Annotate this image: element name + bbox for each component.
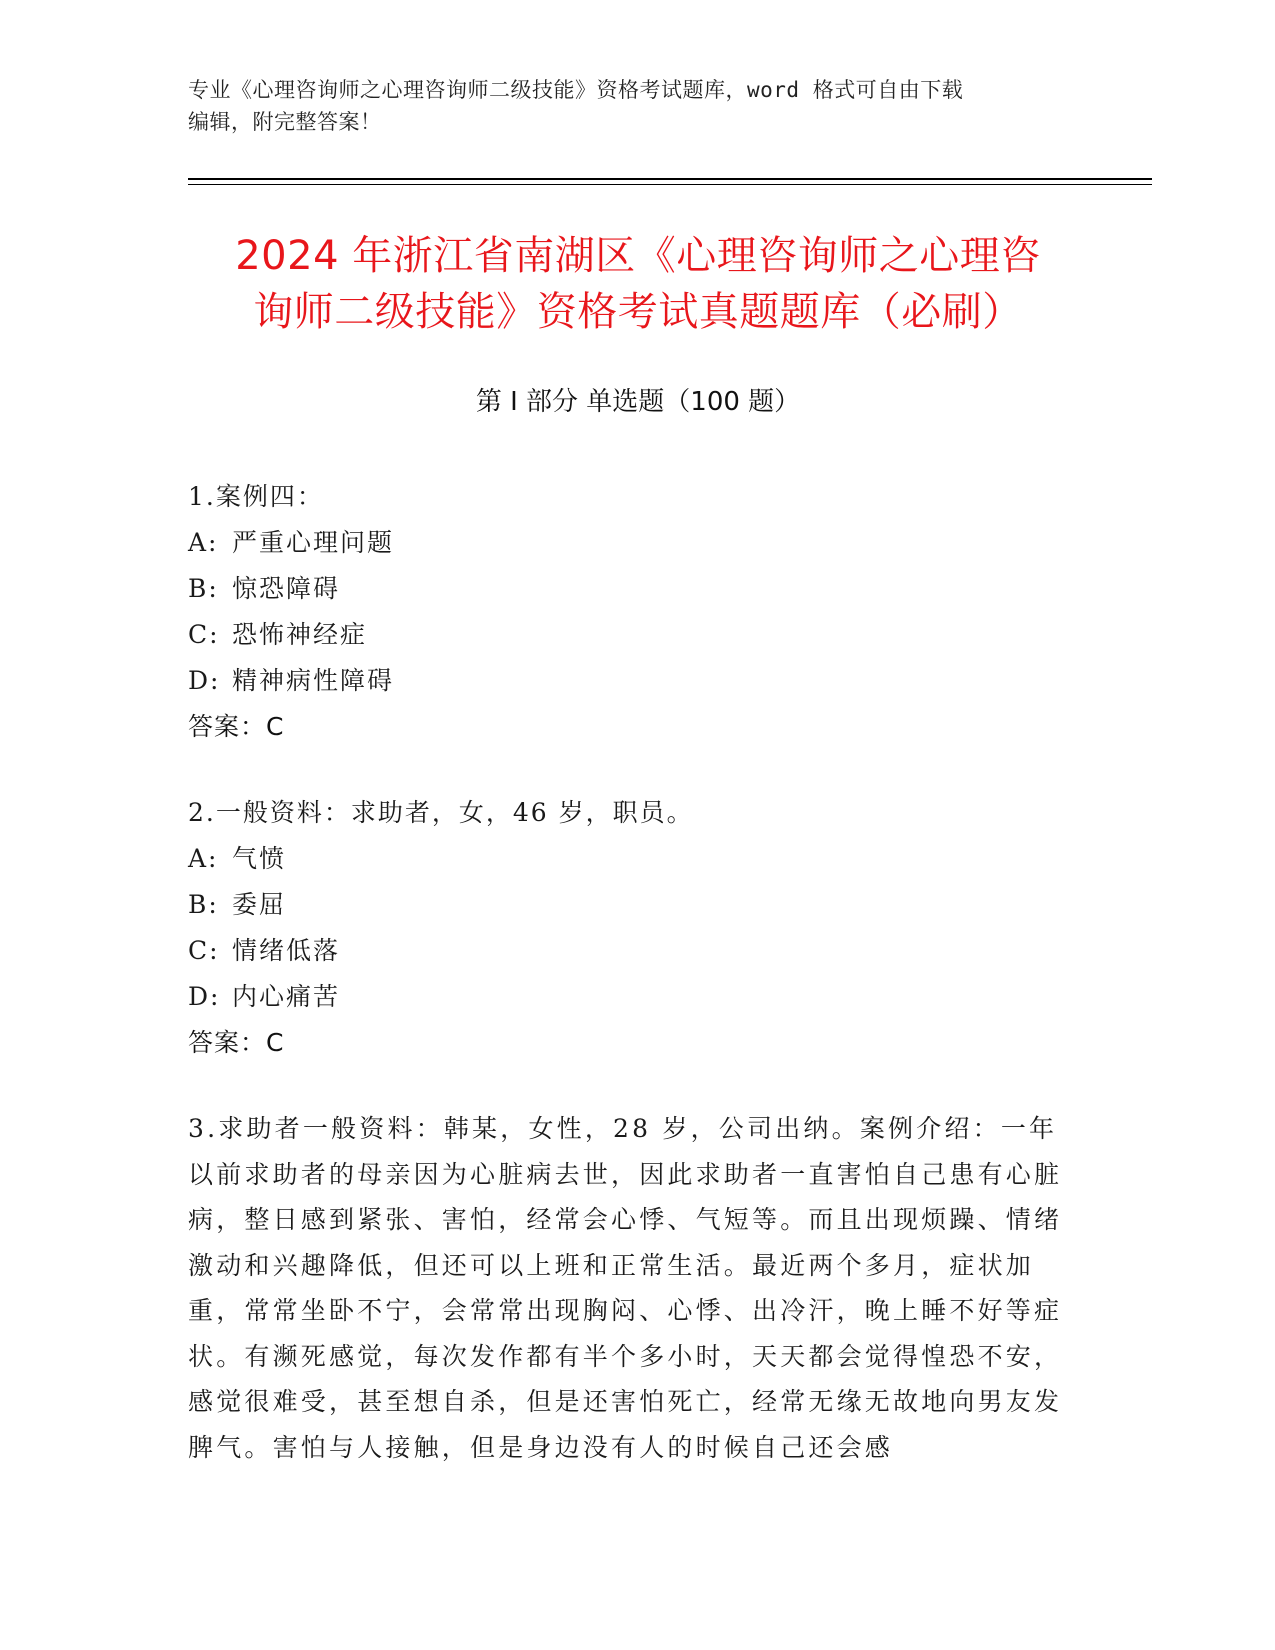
question-1 [188,474,1068,750]
header-rule-thick [188,178,1152,180]
option-text: 情绪低落 [232,936,341,965]
question-stem: 2.一般资料：求助者，女，46 岁，职员。 [188,798,694,827]
option-text: 精神病性障碍 [232,666,395,695]
option-b [188,566,1068,612]
option-letter: D: [188,982,221,1011]
option-a [188,520,1068,566]
option-b [188,882,1068,928]
option-a [188,836,1068,882]
option-d [188,974,1068,1020]
document-title [188,228,1088,340]
header-note-line-2: 编辑，附完整答案！ [188,110,382,134]
option-text: 惊恐障碍 [232,574,341,603]
header-note [188,74,1068,138]
answer: 答案：C [188,712,285,741]
header-note-line-1: 专业《心理咨询师之心理咨询师二级技能》资格考试题库，word 格式可自由下载 [188,78,964,102]
section-title: 第 I 部分 单选题（100 题） [475,387,801,417]
option-letter: C: [188,936,220,965]
question-3 [188,1106,1068,1470]
option-text: 严重心理问题 [232,528,395,557]
question-stem: 3.求助者一般资料：韩某，女性，28 岁，公司出纳。案例介绍：一年以前求助者的母亲因为心脏病去世，因此求助者一直害怕自己患有心脏病，整日感到紧张、害怕，经常会心悸、气短等。而且出现烦躁、情绪激动和兴趣降低，但还可以上班和正常生活。最近两个多月，症状加重，常常坐卧不宁，会常常出现胸闷、心悸、出冷汗，晚上睡不好等症状。有濒死感觉，每次发作都有半个多小时，天天都会觉得惶恐不安，感觉很难受，甚至想自杀，但是还害怕死亡，经常无缘无故地向男友发脾气。害怕与人接触，但是身边没有人的时候自己还会感 [188,1114,1063,1462]
option-text: 气愤 [232,844,287,873]
header-rule-thin [188,184,1152,185]
option-letter: A: [188,844,219,873]
option-d [188,658,1068,704]
option-c [188,612,1068,658]
question-2 [188,790,1068,1066]
option-letter: C: [188,620,220,649]
option-text: 委屈 [232,890,287,919]
option-letter: A: [188,528,219,557]
option-c [188,928,1068,974]
question-list [188,474,1068,1510]
document-title-line-1: 2024 年浙江省南湖区《心理咨询师之心理咨 [235,233,1041,279]
document-title-line-2: 询师二级技能》资格考试真题题库（必刷） [253,289,1023,335]
option-letter: B: [188,890,219,919]
question-stem: 1.案例四： [188,482,324,511]
option-text: 恐怖神经症 [232,620,368,649]
option-letter: B: [188,574,219,603]
option-text: 内心痛苦 [232,982,341,1011]
option-letter: D: [188,666,221,695]
answer: 答案：C [188,1028,285,1057]
